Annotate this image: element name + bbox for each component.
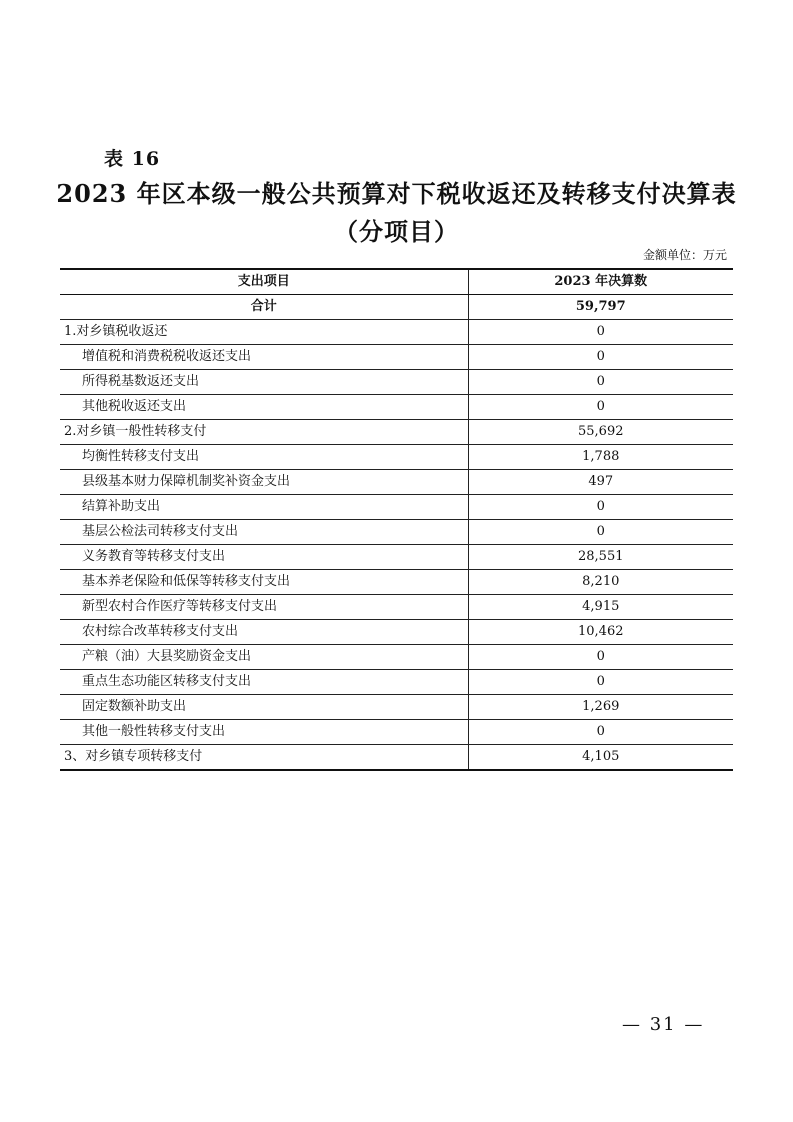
row-label: 3、对乡镇专项转移支付 [60, 745, 468, 771]
row-label: 基层公检法司转移支付支出 [60, 520, 468, 545]
row-value: 0 [468, 670, 733, 695]
table-row [60, 595, 733, 620]
row-label: 基本养老保险和低保等转移支付支出 [60, 570, 468, 595]
table-header-row [60, 269, 733, 295]
row-label: 均衡性转移支付支出 [60, 445, 468, 470]
row-value: 0 [468, 645, 733, 670]
row-value: 55,692 [468, 420, 733, 445]
table-label: 表 16 [104, 148, 161, 170]
table-row [60, 370, 733, 395]
row-label: 1.对乡镇税收返还 [60, 320, 468, 345]
table-row [60, 470, 733, 495]
table-row [60, 645, 733, 670]
row-value: 10,462 [468, 620, 733, 645]
row-label: 结算补助支出 [60, 495, 468, 520]
row-value: 497 [468, 470, 733, 495]
column-header-item: 支出项目 [60, 269, 468, 295]
row-value: 0 [468, 395, 733, 420]
row-value: 0 [468, 520, 733, 545]
row-label: 义务教育等转移支付支出 [60, 545, 468, 570]
column-header-amount: 2023 年决算数 [468, 269, 733, 295]
row-value: 0 [468, 320, 733, 345]
page-subtitle: （分项目） [334, 217, 459, 246]
row-value: 4,105 [468, 745, 733, 771]
row-label: 其他税收返还支出 [60, 395, 468, 420]
table-row [60, 545, 733, 570]
table-row [60, 445, 733, 470]
table-row [60, 520, 733, 545]
row-label: 2.对乡镇一般性转移支付 [60, 420, 468, 445]
page-title: 2023 年区本级一般公共预算对下税收返还及转移支付决算表 [56, 179, 737, 208]
row-value: 1,269 [468, 695, 733, 720]
row-label: 所得税基数返还支出 [60, 370, 468, 395]
row-label: 重点生态功能区转移支付支出 [60, 670, 468, 695]
table-row [60, 345, 733, 370]
total-row [60, 295, 733, 320]
row-value: 0 [468, 495, 733, 520]
table-row [60, 570, 733, 595]
table-row [60, 420, 733, 445]
row-value: 28,551 [468, 545, 733, 570]
row-value: 4,915 [468, 595, 733, 620]
row-value: 0 [468, 345, 733, 370]
row-label: 产粮（油）大县奖励资金支出 [60, 645, 468, 670]
table-row [60, 495, 733, 520]
budget-table [60, 268, 733, 771]
row-value: 0 [468, 370, 733, 395]
row-label: 县级基本财力保障机制奖补资金支出 [60, 470, 468, 495]
row-label: 农村综合改革转移支付支出 [60, 620, 468, 645]
table-row [60, 720, 733, 745]
table-row [60, 620, 733, 645]
total-value: 59,797 [468, 295, 733, 320]
row-value: 0 [468, 720, 733, 745]
row-label: 增值税和消费税税收返还支出 [60, 345, 468, 370]
row-label: 固定数额补助支出 [60, 695, 468, 720]
table-row [60, 395, 733, 420]
unit-label: 金额单位：万元 [642, 248, 727, 262]
row-label: 其他一般性转移支付支出 [60, 720, 468, 745]
row-value: 1,788 [468, 445, 733, 470]
table-row [60, 670, 733, 695]
table-row [60, 320, 733, 345]
table-row [60, 695, 733, 720]
row-label: 新型农村合作医疗等转移支付支出 [60, 595, 468, 620]
row-value: 8,210 [468, 570, 733, 595]
table-row [60, 745, 733, 771]
page-number: — 31 — [622, 1014, 705, 1035]
total-label: 合计 [60, 295, 468, 320]
